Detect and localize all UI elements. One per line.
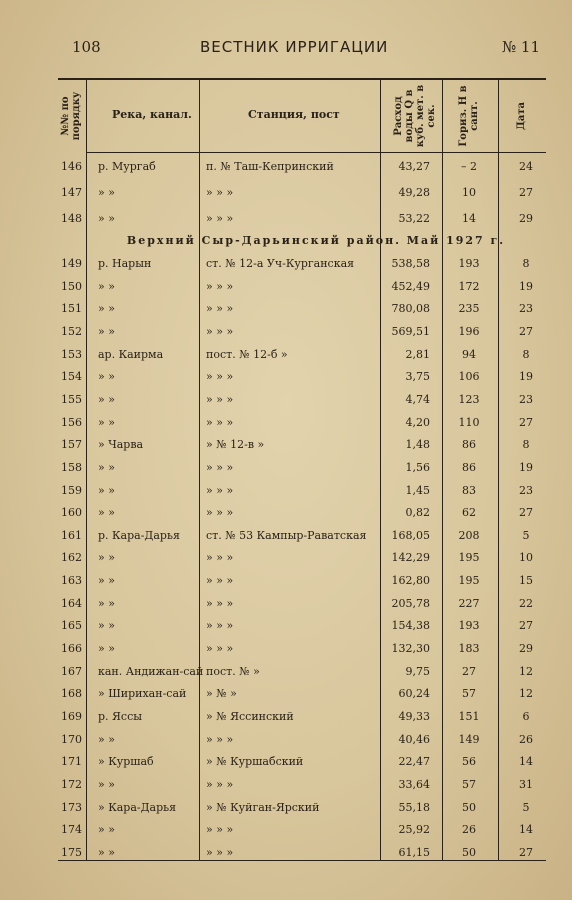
row-number: 172 [61, 777, 82, 791]
station-cell: » » » [206, 279, 234, 293]
row-number: 169 [61, 710, 82, 723]
date-cell: 27 [519, 619, 533, 633]
date-cell: 8 [522, 257, 530, 270]
flow-cell: 168,05 [391, 528, 430, 542]
date-cell: 10 [519, 551, 533, 565]
date-cell: 14 [519, 755, 533, 769]
station-cell: » » » [206, 777, 234, 791]
level-cell: 123 [458, 392, 480, 406]
row-number: 153 [61, 347, 82, 361]
table-row [58, 435, 546, 457]
station-cell: ст. № 53 Кампыр-Раватская [206, 528, 367, 542]
date-cell: 12 [519, 687, 533, 701]
row-number: 149 [61, 257, 82, 270]
station-cell: » » » [206, 619, 234, 633]
row-number: 146 [61, 160, 82, 173]
date-cell: 6 [522, 710, 530, 723]
level-cell: 110 [458, 415, 480, 429]
river-cell: » » [98, 370, 115, 384]
flow-cell: 205,78 [391, 596, 430, 610]
flow-cell: 25,92 [398, 823, 430, 837]
flow-cell: 0,82 [405, 506, 430, 520]
station-cell: » » » [206, 302, 234, 316]
river-cell: р. Кара-Дарья [98, 528, 180, 542]
header-date: Дата [516, 101, 527, 131]
table-row [58, 367, 546, 389]
river-cell: » » [98, 642, 115, 656]
flow-cell: 538,58 [391, 257, 430, 270]
table-row [58, 548, 546, 570]
river-cell: » » [98, 777, 115, 791]
header-flow: Расход воды Q в куб. мет. в сек. [393, 84, 437, 148]
row-number: 158 [61, 460, 82, 474]
row-number: 167 [61, 664, 82, 678]
station-cell: » » » [206, 823, 234, 837]
date-cell: 19 [519, 370, 533, 384]
flow-cell: 2,81 [405, 347, 430, 361]
station-cell: » » » [206, 415, 234, 429]
date-cell: 29 [519, 642, 533, 656]
flow-cell: 780,08 [391, 302, 430, 316]
date-cell: 27 [519, 506, 533, 520]
header-station: Станция, пост [248, 108, 340, 121]
station-cell: п. № Таш-Кепринский [206, 160, 334, 173]
level-cell: 193 [458, 257, 480, 270]
flow-cell: 1,48 [405, 438, 430, 452]
table-row [58, 707, 546, 729]
station-cell: » № 12-в » [206, 438, 265, 452]
date-cell: 27 [519, 324, 533, 338]
flow-cell: 4,20 [405, 415, 430, 429]
river-cell: » Ширихан-сай [98, 687, 187, 701]
river-cell: р. Мургаб [98, 160, 156, 173]
level-cell: 106 [458, 370, 480, 384]
river-cell: ар. Каирма [98, 347, 164, 361]
row-number: 160 [61, 506, 82, 520]
river-cell: » » [98, 619, 115, 633]
level-cell: 27 [462, 664, 476, 678]
level-cell: 57 [462, 777, 476, 791]
row-number: 155 [61, 392, 82, 406]
river-cell: » » [98, 483, 115, 497]
header-river: Река, канал. [112, 108, 192, 121]
header-level: Гориз. Н в сант. [458, 85, 480, 147]
row-number: 168 [61, 687, 82, 701]
station-cell: ст. № 12-а Уч-Курганская [206, 257, 355, 270]
station-cell: » » » [206, 392, 234, 406]
row-number: 173 [61, 800, 82, 814]
level-cell: 26 [462, 823, 476, 837]
level-cell: 83 [462, 483, 476, 497]
row-number: 148 [61, 212, 82, 225]
level-cell: 151 [458, 710, 480, 723]
flow-cell: 9,75 [405, 664, 430, 678]
river-cell: » Чарва [98, 438, 144, 452]
table-row [58, 775, 546, 797]
river-cell: » » [98, 506, 115, 520]
level-cell: 57 [462, 687, 476, 701]
level-cell: 235 [458, 302, 480, 316]
level-cell: 86 [462, 460, 476, 474]
level-cell: 14 [462, 212, 476, 225]
level-cell: 193 [458, 619, 480, 633]
date-cell: 26 [519, 732, 533, 746]
row-number: 147 [61, 186, 82, 199]
row-number: 165 [61, 619, 82, 633]
row-number: 166 [61, 642, 82, 656]
table-row [58, 345, 546, 367]
station-cell: » » » [206, 212, 234, 225]
table-row [58, 299, 546, 321]
row-number: 161 [61, 528, 82, 542]
table-row [58, 458, 546, 480]
table-row [58, 481, 546, 503]
date-cell: 23 [519, 392, 533, 406]
level-cell: 149 [458, 732, 480, 746]
river-cell: » » [98, 574, 115, 588]
level-cell: 183 [458, 642, 480, 656]
river-cell: » » [98, 212, 115, 225]
page-number: 108 [72, 38, 101, 56]
flow-cell: 43,27 [398, 160, 430, 173]
table-row [58, 843, 546, 865]
flow-cell: 40,46 [398, 732, 430, 746]
station-cell: » » » [206, 551, 234, 565]
date-cell: 15 [519, 574, 533, 588]
flow-cell: 1,45 [405, 483, 430, 497]
level-cell: 195 [458, 574, 480, 588]
level-cell: 227 [458, 596, 480, 610]
station-cell: » » » [206, 460, 234, 474]
date-cell: 29 [519, 212, 533, 225]
river-cell: » » [98, 279, 115, 293]
row-number: 154 [61, 370, 82, 384]
station-cell: » № Куйган-Ярский [206, 800, 320, 814]
section-title: Верхний Сыр-Дарьинский район. Май 1927 г. [126, 234, 506, 247]
row-number: 159 [61, 483, 82, 497]
table-row [58, 684, 546, 706]
river-cell: » » [98, 823, 115, 837]
date-cell: 14 [519, 823, 533, 837]
level-cell: 62 [462, 506, 476, 520]
date-cell: 23 [519, 483, 533, 497]
header-num: №№ по порядку [60, 91, 82, 141]
row-number: 157 [61, 438, 82, 452]
station-cell: » № » [206, 687, 237, 701]
row-number: 150 [61, 279, 82, 293]
level-cell: 196 [458, 324, 480, 338]
station-cell: пост. № » [206, 664, 260, 678]
station-cell: » » » [206, 732, 234, 746]
flow-cell: 132,30 [391, 642, 430, 656]
table-row [58, 209, 546, 231]
date-cell: 5 [522, 528, 530, 542]
table-row [58, 322, 546, 344]
header-separator [86, 152, 546, 153]
flow-cell: 142,29 [391, 551, 430, 565]
table-row [58, 639, 546, 661]
flow-cell: 452,49 [391, 279, 430, 293]
station-cell: » » » [206, 324, 234, 338]
gauging-table [58, 78, 546, 861]
date-cell: 27 [519, 186, 533, 199]
level-cell: 208 [458, 528, 480, 542]
river-cell: » » [98, 460, 115, 474]
river-cell: » » [98, 392, 115, 406]
station-cell: » № Куршабский [206, 755, 304, 769]
table-row [58, 616, 546, 638]
river-cell: » » [98, 415, 115, 429]
table-row [58, 157, 546, 179]
table-row [58, 662, 546, 684]
flow-cell: 61,15 [398, 845, 430, 859]
level-cell: 50 [462, 800, 476, 814]
flow-cell: 4,74 [405, 392, 430, 406]
date-cell: 19 [519, 460, 533, 474]
table-row [58, 820, 546, 842]
journal-title: ВЕСТНИК ИРРИГАЦИИ [200, 38, 389, 56]
river-cell: » » [98, 596, 115, 610]
level-cell: 195 [458, 551, 480, 565]
river-cell: » » [98, 324, 115, 338]
river-cell: » Кара-Дарья [98, 800, 177, 814]
date-cell: 8 [522, 347, 530, 361]
river-cell: » Куршаб [98, 755, 154, 769]
river-cell: р. Яссы [98, 710, 142, 723]
row-number: 151 [61, 302, 82, 316]
station-cell: » » » [206, 596, 234, 610]
level-cell: 50 [462, 845, 476, 859]
station-cell: » » » [206, 370, 234, 384]
table-row [58, 594, 546, 616]
station-cell: » » » [206, 845, 234, 859]
issue-number: № 11 [501, 38, 540, 56]
river-cell: » » [98, 186, 115, 199]
level-cell: 10 [462, 186, 476, 199]
flow-cell: 22,47 [398, 755, 430, 769]
row-number: 156 [61, 415, 82, 429]
level-cell: – 2 [461, 160, 477, 173]
table-row [58, 571, 546, 593]
row-number: 163 [61, 574, 82, 588]
date-cell: 27 [519, 415, 533, 429]
table-row [58, 752, 546, 774]
flow-cell: 162,80 [391, 574, 430, 588]
level-cell: 94 [462, 347, 476, 361]
level-cell: 86 [462, 438, 476, 452]
table-row [58, 413, 546, 435]
station-cell: » » » [206, 186, 234, 199]
row-number: 152 [61, 324, 82, 338]
flow-cell: 49,33 [398, 710, 430, 723]
table-row [58, 254, 546, 276]
station-cell: пост. № 12-б » [206, 347, 288, 361]
flow-cell: 569,51 [391, 324, 430, 338]
river-cell: » » [98, 551, 115, 565]
row-number: 171 [61, 755, 82, 769]
station-cell: » » » [206, 506, 234, 520]
flow-cell: 1,56 [405, 460, 430, 474]
flow-cell: 49,28 [398, 186, 430, 199]
table-row [58, 730, 546, 752]
date-cell: 12 [519, 664, 533, 678]
date-cell: 23 [519, 302, 533, 316]
row-number: 174 [61, 823, 82, 837]
river-cell: » » [98, 302, 115, 316]
river-cell: кан. Андижан-сай [98, 664, 204, 678]
date-cell: 22 [519, 596, 533, 610]
flow-cell: 154,38 [391, 619, 430, 633]
table-row [58, 390, 546, 412]
flow-cell: 55,18 [398, 800, 430, 814]
row-number: 162 [61, 551, 82, 565]
station-cell: » » » [206, 642, 234, 656]
table-row [58, 277, 546, 299]
table-row [58, 183, 546, 205]
date-cell: 24 [519, 160, 533, 173]
station-cell: » № Яссинский [206, 710, 294, 723]
river-cell: р. Нарын [98, 257, 152, 270]
level-cell: 172 [458, 279, 480, 293]
running-header [72, 38, 540, 60]
station-cell: » » » [206, 574, 234, 588]
station-cell: » » » [206, 483, 234, 497]
date-cell: 19 [519, 279, 533, 293]
date-cell: 31 [519, 777, 533, 791]
flow-cell: 60,24 [398, 687, 430, 701]
row-number: 164 [61, 596, 82, 610]
row-number: 175 [61, 845, 82, 859]
date-cell: 5 [522, 800, 530, 814]
table-row [58, 503, 546, 525]
date-cell: 8 [522, 438, 530, 452]
flow-cell: 53,22 [398, 212, 430, 225]
table-row [58, 798, 546, 820]
flow-cell: 3,75 [405, 370, 430, 384]
row-number: 170 [61, 732, 82, 746]
river-cell: » » [98, 845, 115, 859]
level-cell: 56 [462, 755, 476, 769]
river-cell: » » [98, 732, 115, 746]
table-row [58, 526, 546, 548]
flow-cell: 33,64 [398, 777, 430, 791]
date-cell: 27 [519, 845, 533, 859]
